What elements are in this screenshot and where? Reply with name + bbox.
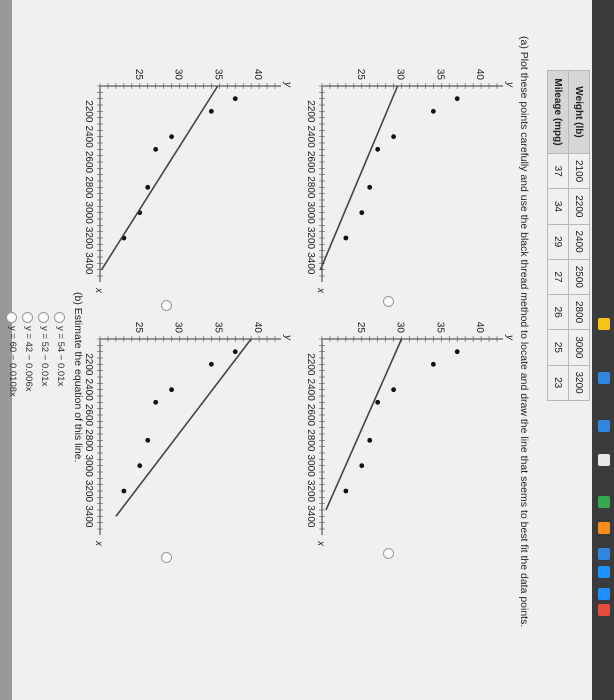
table-cell: 25 <box>548 330 569 365</box>
app-icon[interactable] <box>598 496 610 508</box>
fit-line <box>116 339 251 516</box>
worksheet-page <box>7 0 592 700</box>
app-icon[interactable] <box>598 318 610 330</box>
equation-option-2: y = 52 − 0.01x <box>39 326 50 387</box>
x-tick-label: 2200 <box>83 100 94 123</box>
y-tick-label: 30 <box>172 68 184 80</box>
app-icon[interactable] <box>598 588 610 600</box>
graph-radio-3[interactable] <box>383 548 394 559</box>
y-tick-label: 35 <box>434 68 446 80</box>
data-point <box>121 489 126 494</box>
x-tick-label: 2400 <box>83 125 94 148</box>
app-icon[interactable] <box>598 372 610 384</box>
data-point <box>153 400 158 405</box>
y-tick-label: 25 <box>354 68 366 80</box>
x-tick-label: 2800 <box>305 176 316 199</box>
data-point <box>169 134 174 139</box>
graph-option-4 <box>70 315 293 555</box>
y-axis-label: y <box>282 82 293 87</box>
y-axis-label: y <box>504 335 515 340</box>
table-row-mileage <box>548 71 569 401</box>
data-point <box>367 438 372 443</box>
graph-option-2 <box>70 62 293 302</box>
x-axis-label: x <box>93 541 104 546</box>
data-point <box>137 463 142 468</box>
equation-option-3: y = 42 − 0.006x <box>23 326 34 392</box>
data-point <box>209 109 214 114</box>
data-point <box>233 96 238 101</box>
data-point <box>375 147 380 152</box>
x-axis-label: x <box>315 288 326 293</box>
table-cell: 3200 <box>569 365 590 400</box>
x-tick-label: 2400 <box>305 125 316 148</box>
y-tick-label: 25 <box>132 321 144 333</box>
table-cell: 29 <box>548 224 569 259</box>
app-icon[interactable] <box>598 548 610 560</box>
table-cell: 26 <box>548 295 569 330</box>
data-point <box>343 489 348 494</box>
data-point <box>367 185 372 190</box>
x-tick-label: 3000 <box>305 201 316 224</box>
x-tick-label: 3000 <box>83 454 94 477</box>
data-point <box>391 134 396 139</box>
y-tick-label: 35 <box>434 321 446 333</box>
fit-line <box>102 86 218 270</box>
table-cell: 2400 <box>569 224 590 259</box>
x-tick-label: 2400 <box>305 378 316 401</box>
y-tick-label: 40 <box>474 68 486 80</box>
x-tick-label: 3000 <box>83 201 94 224</box>
y-tick-label: 30 <box>394 321 406 333</box>
data-table <box>547 70 590 401</box>
x-tick-label: 2800 <box>83 176 94 199</box>
data-point <box>359 463 364 468</box>
x-tick-label: 2600 <box>305 150 316 174</box>
table-cell: 27 <box>548 259 569 294</box>
weight-header: Weight (lb) <box>569 71 590 154</box>
table-cell: 3000 <box>569 330 590 365</box>
x-tick-label: 3400 <box>305 505 316 528</box>
data-point <box>343 236 348 241</box>
graph-radio-1[interactable] <box>383 296 394 307</box>
y-axis-label: y <box>282 335 293 340</box>
equation-radio-1[interactable] <box>54 312 65 323</box>
x-tick-label: 3400 <box>83 252 94 275</box>
x-tick-label: 3000 <box>305 454 316 477</box>
y-tick-label: 30 <box>172 321 184 333</box>
fit-line <box>326 339 402 510</box>
y-tick-label: 35 <box>212 68 224 80</box>
y-tick-label: 40 <box>474 321 486 333</box>
table-cell: 34 <box>548 189 569 224</box>
x-tick-label: 3200 <box>305 479 316 503</box>
table-cell: 2200 <box>569 189 590 224</box>
x-tick-label: 3400 <box>83 505 94 528</box>
table-cell: 2800 <box>569 295 590 330</box>
table-cell: 2500 <box>569 259 590 294</box>
data-point <box>359 210 364 215</box>
data-point <box>153 147 158 152</box>
y-tick-label: 25 <box>354 321 366 333</box>
part-b-instruction: (b) Estimate the equation of this line. <box>72 292 84 463</box>
graph-option-3 <box>292 315 515 555</box>
equation-radio-4[interactable] <box>6 312 17 323</box>
y-axis-label: y <box>504 82 515 87</box>
x-tick-label: 3200 <box>305 226 316 250</box>
data-point <box>209 362 214 367</box>
x-tick-label: 2200 <box>83 353 94 376</box>
table-cell: 2100 <box>569 154 590 189</box>
data-point <box>455 349 460 354</box>
equation-option-4: y = 60 − 0.0108x <box>7 326 18 397</box>
data-point <box>391 387 396 392</box>
x-tick-label: 3400 <box>305 252 316 275</box>
x-tick-label: 2600 <box>83 403 94 427</box>
app-icon[interactable] <box>598 420 610 432</box>
x-tick-label: 2800 <box>305 429 316 452</box>
y-tick-label: 40 <box>252 68 264 80</box>
graph-radio-4[interactable] <box>161 552 172 563</box>
x-tick-label: 2600 <box>305 403 316 427</box>
table-row-weight <box>569 71 590 401</box>
x-axis-label: x <box>93 288 104 293</box>
part-a-instruction: (a) Plot these points carefully and use the black thread method to locate and draw the line that seems to best fit the data points. <box>518 36 530 628</box>
data-point <box>455 96 460 101</box>
x-tick-label: 2200 <box>305 100 316 123</box>
data-point <box>145 185 150 190</box>
x-tick-label: 3200 <box>83 226 94 250</box>
equation-option-1: y = 54 − 0.01x <box>55 326 66 387</box>
table-cell: 23 <box>548 365 569 400</box>
data-point <box>145 438 150 443</box>
x-axis-label: x <box>315 541 326 546</box>
data-point <box>233 349 238 354</box>
graph-option-1 <box>292 62 515 302</box>
mileage-header: Mileage (mpg) <box>548 71 569 154</box>
app-icon[interactable] <box>598 566 610 578</box>
equation-radio-2[interactable] <box>38 312 49 323</box>
x-tick-label: 2400 <box>83 378 94 401</box>
equation-radio-3[interactable] <box>22 312 33 323</box>
data-point <box>431 362 436 367</box>
graph-radio-2[interactable] <box>161 300 172 311</box>
y-tick-label: 25 <box>132 68 144 80</box>
x-tick-label: 3200 <box>83 479 94 503</box>
y-tick-label: 30 <box>394 68 406 80</box>
table-cell: 37 <box>548 154 569 189</box>
x-tick-label: 2800 <box>83 429 94 452</box>
data-point <box>375 400 380 405</box>
y-tick-label: 40 <box>252 321 264 333</box>
x-tick-label: 2600 <box>83 150 94 174</box>
y-tick-label: 35 <box>212 321 224 333</box>
x-tick-label: 2200 <box>305 353 316 376</box>
fit-line <box>320 86 397 270</box>
app-icon[interactable] <box>598 522 610 534</box>
app-icon[interactable] <box>598 454 610 466</box>
data-point <box>431 109 436 114</box>
app-icon[interactable] <box>598 604 610 616</box>
data-point <box>169 387 174 392</box>
